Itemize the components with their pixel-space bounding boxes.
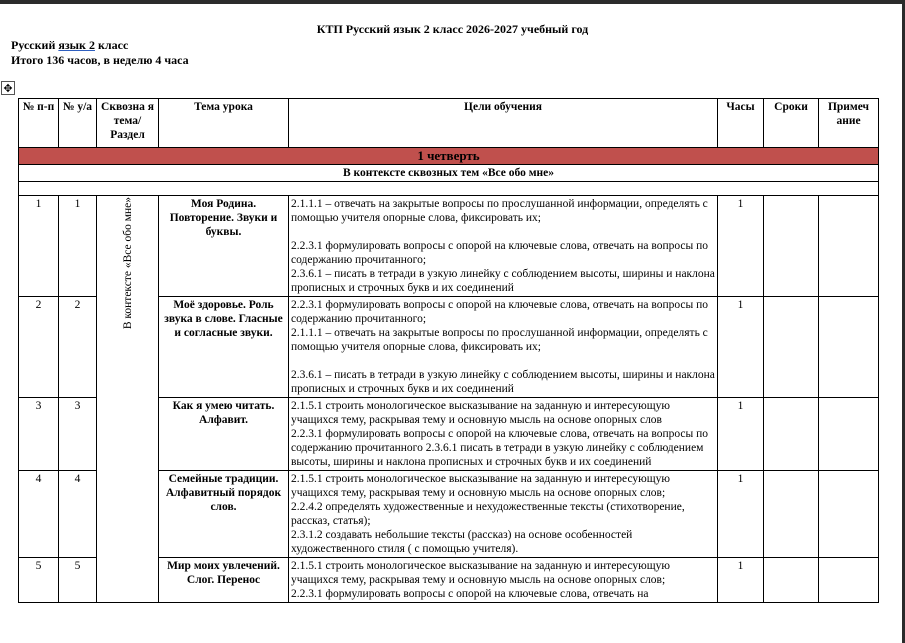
header-topic: Тема урока: [159, 99, 289, 148]
row-hours: 1: [718, 297, 764, 398]
goal-item: 2.2.3.1 формулировать вопросы с опорой на ключевые слова, отвечать на вопросы по содержанию прочитанного;: [291, 299, 709, 325]
goal-item: 2.1.5.1 строить монологическое высказывание на заданную и интересующую учащихся тему, раскрывая тему и основную мысль на основе опорных слов;: [291, 473, 670, 499]
row-topic: Как я умею читать. Алфавит.: [159, 398, 289, 471]
header-hours: Часы: [718, 99, 764, 148]
goal-item: 2.3.6.1 – писать в тетради в узкую линейку с соблюдением высоты, ширины и наклона прописных и строчных букв и их соединений: [291, 369, 715, 395]
row-dates[interactable]: [764, 297, 819, 398]
row-unit-num: 5: [59, 558, 97, 603]
row-hours: 1: [718, 196, 764, 297]
row-goals: [289, 398, 718, 471]
header-cross-theme: Сквозна я тема/ Раздел: [97, 99, 159, 148]
quarter-row: [19, 148, 879, 165]
row-dates[interactable]: [764, 196, 819, 297]
goal-item: 2.3.1.2 создавать небольшие тексты (рассказ) на основе особенностей художественного стиля ( с помощью учителя).: [291, 529, 633, 555]
row-unit-num: 2: [59, 297, 97, 398]
row-num: 4: [19, 471, 59, 558]
row-topic: Семейные традиции. Алфавитный порядок слов.: [159, 471, 289, 558]
subject-line: [11, 38, 128, 53]
row-notes[interactable]: [819, 297, 879, 398]
goal-item: 2.2.3.1 формулировать вопросы с опорой на ключевые слова, отвечать на: [291, 588, 649, 600]
row-notes[interactable]: [819, 398, 879, 471]
goal-item: 2.1.1.1 – отвечать на закрытые вопросы по прослушанной информации, определять с помощью учителя опорные слова, фиксировать их;: [291, 198, 708, 224]
goal-item: 2.3.6.1 – писать в тетради в узкую линейку с соблюдением высоты, ширины и наклона прописных и строчных букв и их соединений: [291, 268, 715, 294]
row-goals: [289, 196, 718, 297]
row-notes[interactable]: [819, 471, 879, 558]
row-topic: Моё здоровье. Роль звука в слове. Гласные и согласные звуки.: [159, 297, 289, 398]
document-title: КТП Русский язык 2 класс 2026-2027 учебный год: [316, 22, 589, 36]
header-row: [19, 99, 879, 148]
row-num: 5: [19, 558, 59, 603]
row-num: 1: [19, 196, 59, 297]
window-top-border: [0, 0, 905, 4]
row-dates[interactable]: [764, 558, 819, 603]
context-row: [19, 165, 879, 182]
row-dates[interactable]: [764, 398, 819, 471]
row-unit-num: 4: [59, 471, 97, 558]
cross-theme-cell: [97, 196, 159, 603]
row-goals: [289, 297, 718, 398]
row-notes[interactable]: [819, 558, 879, 603]
goal-item: 2.1.5.1 строить монологическое высказывание на заданную и интересующую учащихся тему, раскрывая тему и основную мысль на основе опорных слов: [291, 400, 670, 426]
row-topic: Мир моих увлечений. Слог. Перенос: [159, 558, 289, 603]
context-label: В контексте сквозных тем «Все обо мне»: [19, 165, 879, 182]
header-notes: Примеч ание: [819, 99, 879, 148]
row-num: 3: [19, 398, 59, 471]
row-goals: [289, 471, 718, 558]
row-dates[interactable]: [764, 471, 819, 558]
spacer-row: [19, 182, 879, 196]
cross-theme-vertical-text: В контексте «Все обо мне»: [121, 197, 134, 330]
row-goals: [289, 558, 718, 603]
goal-item: 2.2.4.2 определять художественные и нехудожественные тексты (стихотворение, рассказ, статья);: [291, 501, 685, 527]
row-unit-num: 3: [59, 398, 97, 471]
goal-item: 2.2.3.1 формулировать вопросы с опорой на ключевые слова, отвечать на вопросы по содержанию прочитанного;: [291, 240, 709, 266]
row-hours: 1: [718, 471, 764, 558]
ktp-table: [18, 98, 879, 603]
header-goals: Цели обучения: [289, 99, 718, 148]
header-dates: Сроки: [764, 99, 819, 148]
row-topic: Моя Родина. Повторение. Звуки и буквы.: [159, 196, 289, 297]
subject-underlined: язык 2: [58, 38, 95, 52]
row-num: 2: [19, 297, 59, 398]
subject-suffix: класс: [94, 38, 129, 52]
goal-item: 2.1.5.1 строить монологическое высказывание на заданную и интересующую учащихся тему, раскрывая тему и основную мысль на основе опорных слов;: [291, 560, 670, 586]
hours-total-line: Итого 136 часов, в неделю 4 часа: [11, 53, 189, 67]
goal-item: 2.2.3.1 формулировать вопросы с опорой на ключевые слова, отвечать на вопросы по содержанию прочитанного 2.3.6.1 писать в тетради в узкую линейку с соблюдением высоты, ширины и наклона прописных и строчных букв и их соединений: [291, 428, 709, 468]
table-move-handle-icon[interactable]: ✥: [1, 81, 15, 95]
row-unit-num: 1: [59, 196, 97, 297]
table-row: [19, 196, 879, 297]
header-num-total: № п-п: [19, 99, 59, 148]
quarter-label: 1 четверть: [19, 148, 879, 165]
row-hours: 1: [718, 558, 764, 603]
subject-prefix: Русский: [11, 38, 59, 52]
row-hours: 1: [718, 398, 764, 471]
goal-item: 2.1.1.1 – отвечать на закрытые вопросы по прослушанной информации, определять с помощью учителя опорные слова, фиксировать их;: [291, 327, 708, 353]
header-num-unit: № у/а: [59, 99, 97, 148]
row-notes[interactable]: [819, 196, 879, 297]
